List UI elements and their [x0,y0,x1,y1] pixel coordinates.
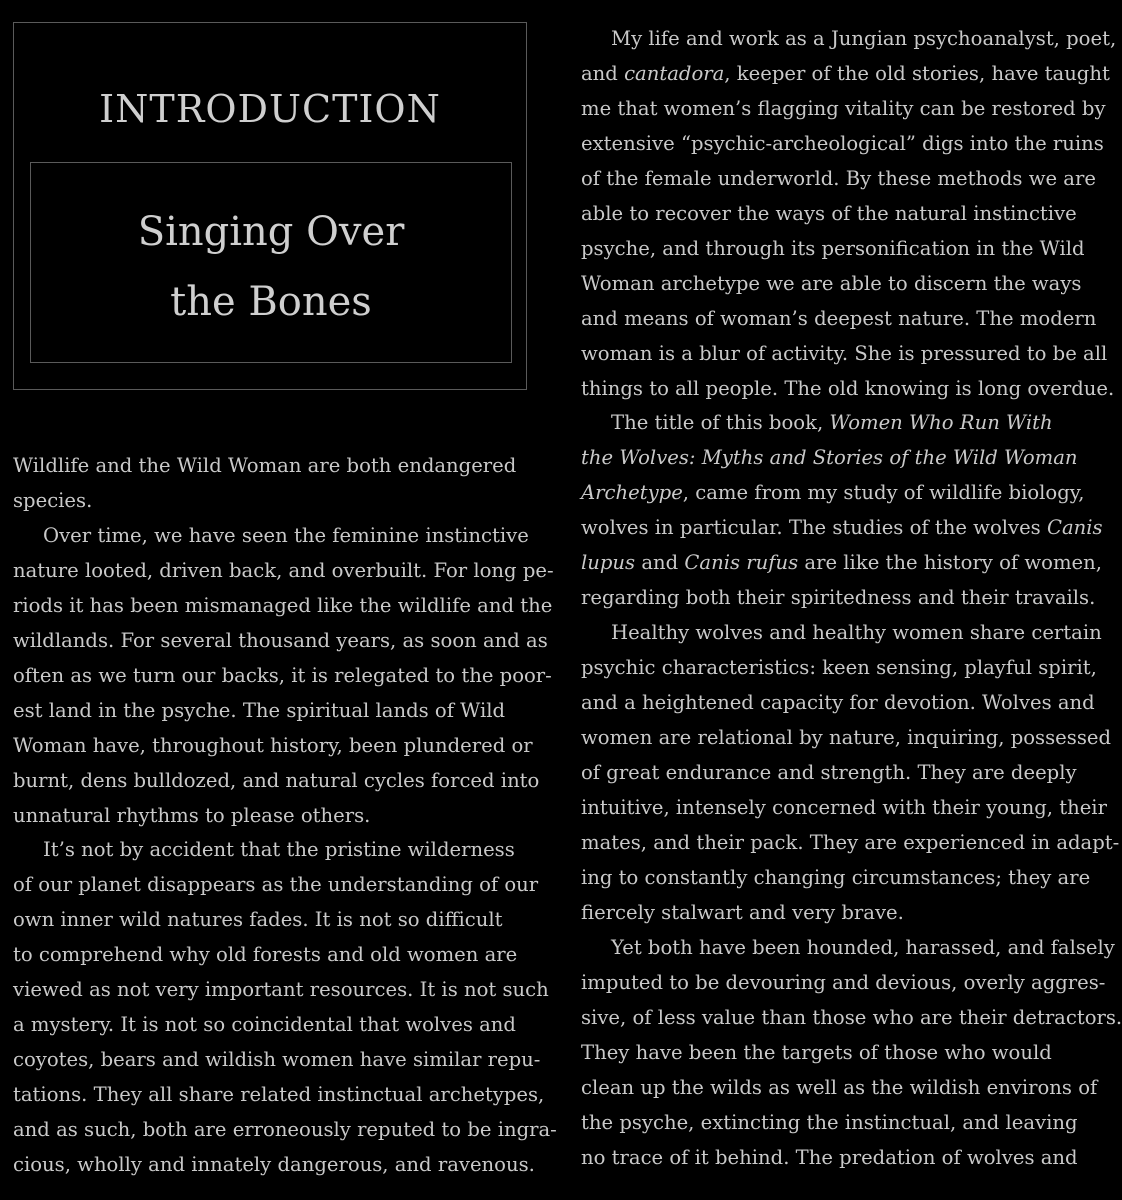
text-line: extensive “psychic-archeological” digs into the ruins [581,131,1104,155]
text-line: wolves in particular. The studies of the wolves Canis [581,516,1103,540]
text-line: women are relational by nature, inquiring, possessed [581,726,1112,750]
text-line: The title of this book, Women Who Run With [611,411,1053,435]
text-line: intuitive, intensely concerned with their young, their [581,795,1107,819]
text-line: of our planet disappears as the understanding of our [13,873,539,897]
text-line: often as we turn our backs, it is relegated to the poor- [13,663,552,687]
text-line: and a heightened capacity for devotion. Wolves and [581,691,1095,715]
chapter-header [13,22,527,390]
chapter-title-line-1: Singing Over [137,209,405,255]
text-line: things to all people. The old knowing is long overdue. [581,376,1115,400]
text-line: own inner wild natures fades. It is not so difficult [13,908,503,932]
text-line: cious, wholly and innately dangerous, and ravenous. [13,1153,535,1177]
text-line: wildlands. For several thousand years, as soon and as [13,628,548,652]
text-line: Wildlife and the Wild Woman are both endangered [13,454,517,477]
text-line: able to recover the ways of the natural instinctive [581,201,1077,225]
text-line: of great endurance and strength. They are deeply [581,761,1077,785]
text-line: and as such, both are erroneously reputed to be ingra- [13,1118,557,1142]
text-line: sive, of less value than those who are their detractors. [581,1005,1122,1029]
text-line: tations. They all share related instinctual archetypes, [13,1083,545,1107]
left-column-text [13,449,557,1183]
text-line: and means of woman’s deepest nature. The modern [581,306,1097,330]
text-line: Over time, we have seen the feminine instinctive [43,523,529,547]
text-line: nature looted, driven back, and overbuilt. For long pe- [13,558,554,582]
text-line: mates, and their pack. They are experienced in adapt- [581,830,1120,854]
section-label: INTRODUCTION [99,87,441,131]
right-column-text [581,22,1122,1175]
text-line: Healthy wolves and healthy women share certain [611,621,1102,645]
text-line: viewed as not very important resources. It is not such [13,978,549,1002]
text-line: ing to constantly changing circumstances; they are [581,865,1091,889]
text-line: of the female underworld. By these methods we are [581,166,1096,190]
text-line: a mystery. It is not so coincidental that wolves and [13,1013,516,1037]
text-line: Woman archetype we are able to discern the ways [581,271,1082,295]
text-line: no trace of it behind. The predation of wolves and [581,1145,1078,1169]
text-line: to comprehend why old forests and old women are [13,943,518,967]
text-line: coyotes, bears and wildish women have similar repu- [13,1048,541,1072]
text-line: My life and work as a Jungian psychoanalyst, poet, [611,27,1117,50]
text-line: unnatural rhythms to please others. [13,803,371,827]
text-line: Woman have, throughout history, been plundered or [13,733,533,757]
text-line: and cantadora, keeper of the old stories, have taught [581,61,1110,85]
text-line: the psyche, extincting the instinctual, and leaving [581,1110,1078,1134]
text-line: me that women’s flagging vitality can be restored by [581,96,1106,120]
chapter-title-box [30,162,512,363]
text-line: psyche, and through its personification in the Wild [581,236,1085,260]
chapter-title-line-2: the Bones [170,279,372,325]
text-line: burnt, dens bulldozed, and natural cycles forced into [13,768,540,792]
text-line: species. [13,488,93,512]
text-line: It’s not by accident that the pristine wilderness [43,838,515,862]
text-line: riods it has been mismanaged like the wildlife and the [13,593,553,617]
text-line: clean up the wilds as well as the wildish environs of [581,1075,1098,1099]
chapter-title [31,197,511,337]
text-line: psychic characteristics: keen sensing, playful spirit, [581,656,1097,680]
text-line: regarding both their spiritedness and their travails. [581,586,1096,610]
text-line: Archetype, came from my study of wildlife biology, [581,481,1085,505]
text-line: fiercely stalwart and very brave. [581,900,904,924]
text-line: lupus and Canis rufus are like the history of women, [581,551,1102,575]
text-line: woman is a blur of activity. She is pressured to be all [581,341,1108,365]
text-line: Yet both have been hounded, harassed, and falsely [611,935,1115,959]
text-line: imputed to be devouring and devious, overly aggres- [581,970,1106,994]
text-line: est land in the psyche. The spiritual lands of Wild [13,698,506,722]
text-line: the Wolves: Myths and Stories of the Wild Woman [581,446,1078,470]
text-line: They have been the targets of those who would [581,1040,1052,1064]
